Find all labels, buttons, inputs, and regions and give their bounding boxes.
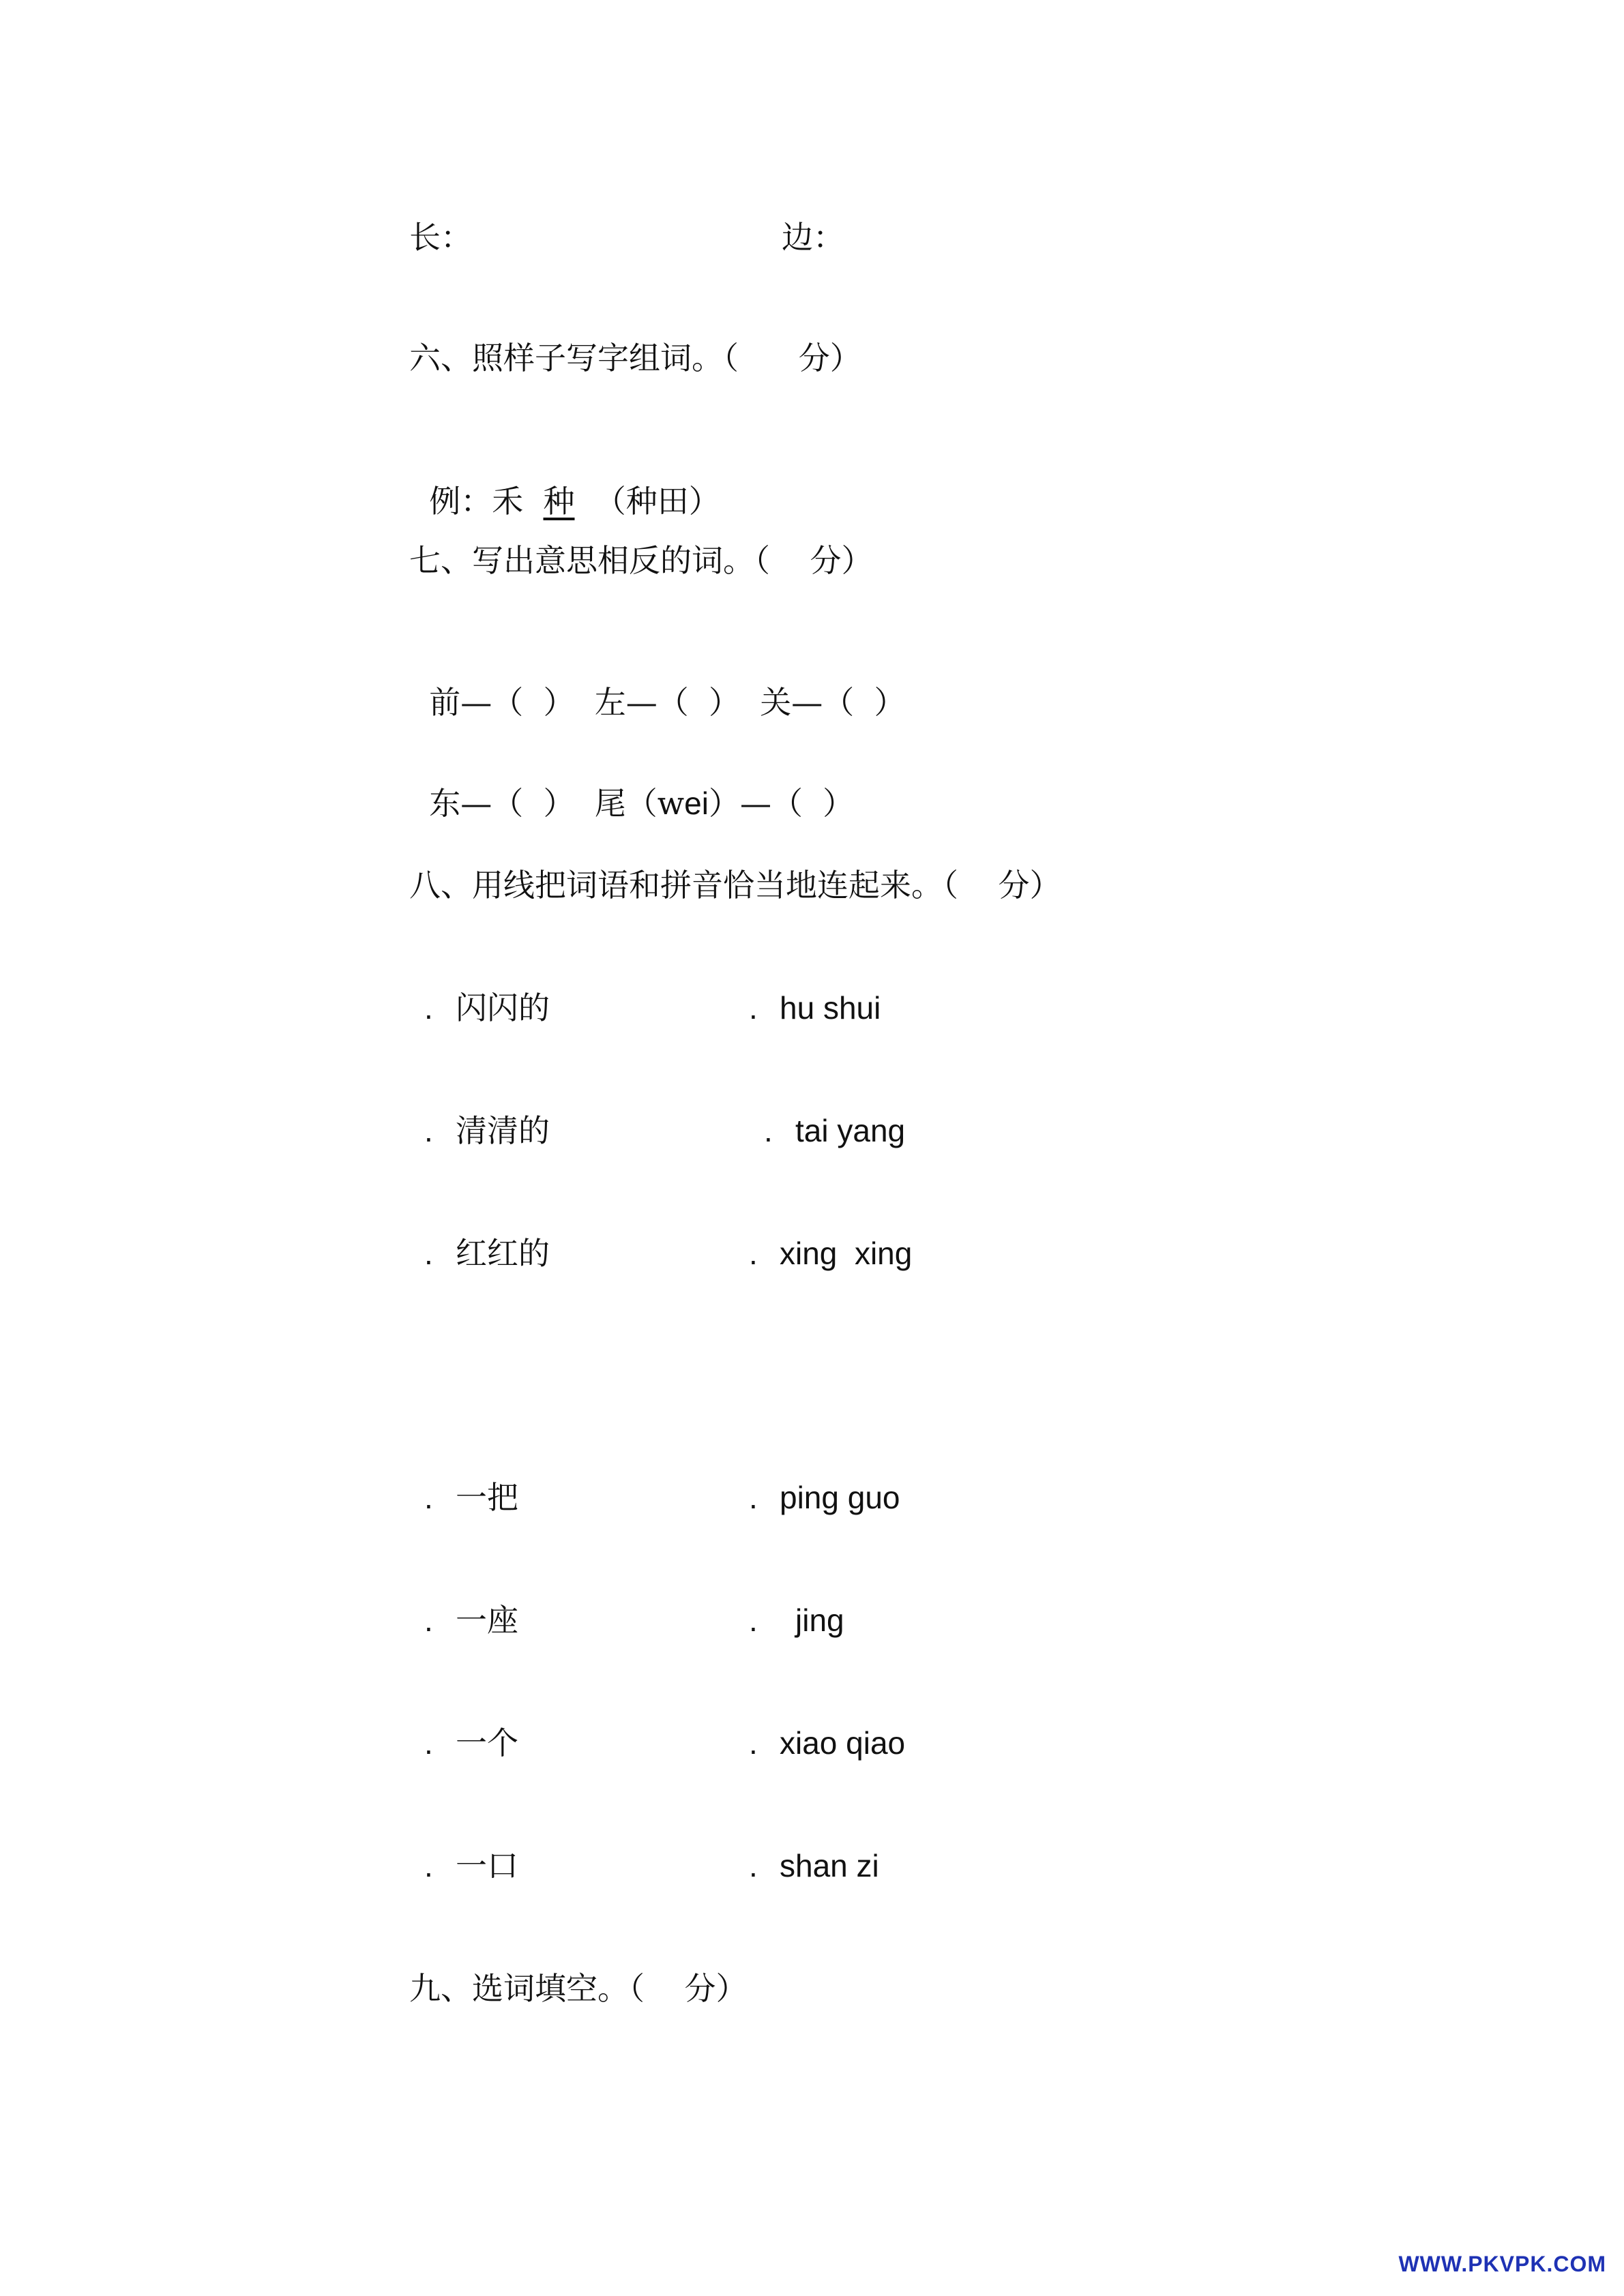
section-6-title: 六、照样子写字组词。（ 分） [409, 340, 861, 376]
antonym-wei-pinyin-ei: ei [684, 786, 709, 821]
antonym-guan: 关—（ ） [760, 684, 906, 721]
match-dot-right[interactable]: . [749, 1848, 758, 1883]
section-9-title: 九、选词填空。（ 分） [409, 1970, 748, 2007]
match-dot-right[interactable]: . [749, 1480, 758, 1515]
match-word: 一口 [456, 1847, 518, 1884]
match-pinyin: shan zi [780, 1848, 879, 1883]
match-dot-right[interactable]: . [749, 1725, 758, 1761]
bian-label: 边： [782, 219, 844, 256]
example-word: （种田） [594, 483, 720, 520]
example-prefix: 例：禾 [429, 483, 524, 520]
section-6-example [409, 440, 720, 522]
match-word: 一座 [456, 1602, 518, 1639]
antonym-wei-pinyin-w: w [657, 785, 685, 822]
match-dot-right[interactable]: . [749, 1602, 758, 1638]
match-pinyin: tai yang [795, 1113, 906, 1148]
match-word: 一把 [456, 1479, 518, 1516]
antonym-wei-pre: 尾（ [594, 785, 658, 822]
antonym-qian: 前—（ ） [429, 684, 575, 721]
antonym-wei-post: ）—（ ） [708, 785, 855, 822]
match-word: 清清的 [456, 1112, 550, 1149]
footer-watermark: WWW.PKVPK.COM [1398, 2252, 1606, 2276]
match-dot-right[interactable]: . [764, 1113, 773, 1148]
match-dot-left[interactable]: . [424, 990, 433, 1026]
match-dot-right[interactable]: . [749, 1236, 758, 1271]
section-8-title: 八、用线把词语和拼音恰当地连起来。（ 分） [409, 867, 1061, 904]
match-dot-left[interactable]: . [424, 1113, 433, 1148]
match-pinyin: ping guo [780, 1480, 900, 1515]
antonym-row-2 [409, 742, 854, 824]
example-char: 种 [543, 483, 575, 520]
chang-label: 长： [409, 219, 472, 256]
match-dot-left[interactable]: . [424, 1725, 433, 1761]
match-word: 红红的 [456, 1235, 550, 1272]
match-dot-left[interactable]: . [424, 1236, 433, 1271]
section-7-title: 七、写出意思相反的词。（ 分） [409, 542, 873, 579]
antonym-zuo: 左—（ ） [594, 684, 740, 721]
match-pinyin: xing xing [780, 1236, 913, 1271]
match-word: 一个 [456, 1725, 518, 1761]
antonym-dong: 东—（ ） [429, 785, 575, 822]
match-pinyin: hu shui [780, 990, 881, 1026]
match-dot-left[interactable]: . [424, 1848, 433, 1883]
match-dot-left[interactable]: . [424, 1602, 433, 1638]
antonym-row-1 [409, 641, 906, 723]
match-dot-right[interactable]: . [749, 990, 758, 1026]
match-pinyin: xiao qiao [780, 1725, 906, 1761]
match-dot-left[interactable]: . [424, 1480, 433, 1515]
match-word: 闪闪的 [456, 989, 550, 1026]
match-pinyin: jing [795, 1602, 844, 1638]
